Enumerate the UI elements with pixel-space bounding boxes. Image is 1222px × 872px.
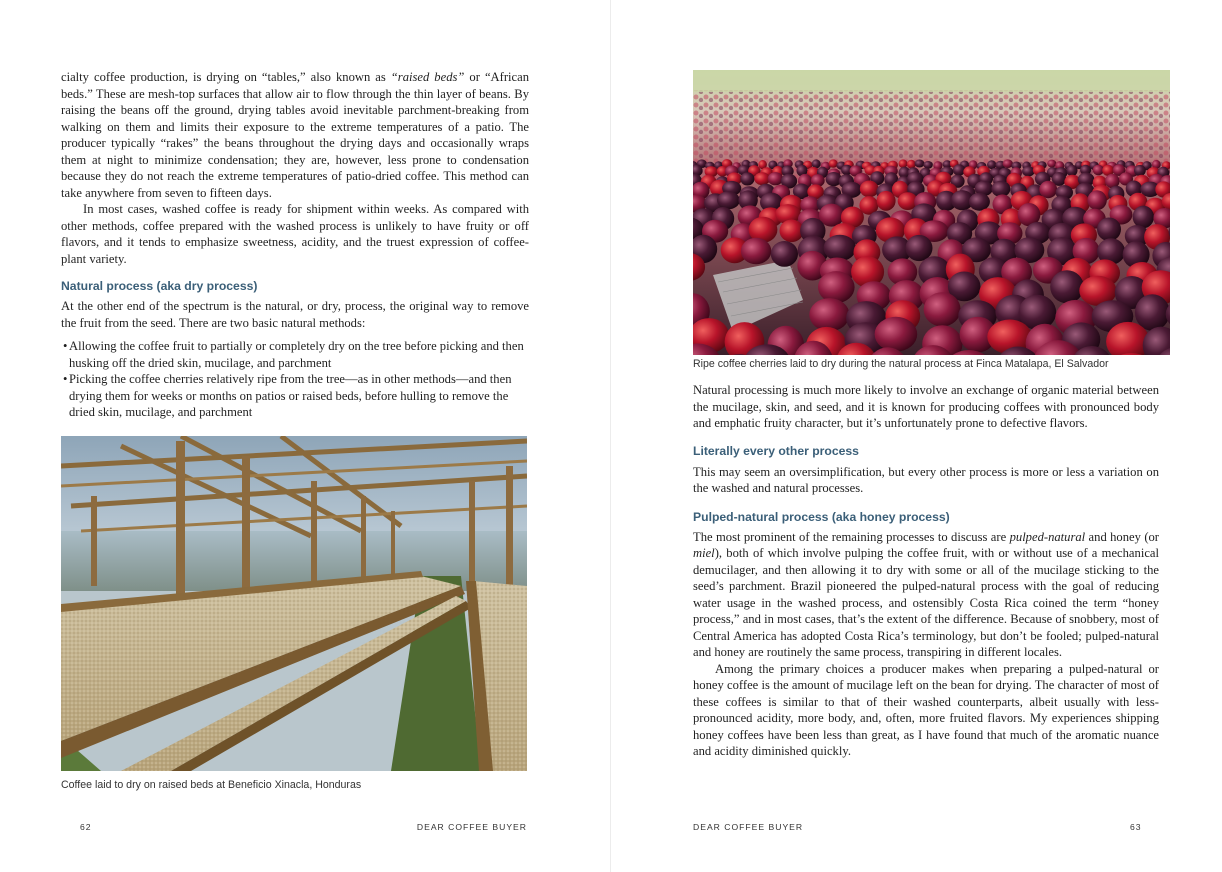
list-item: • Allowing the coffee fruit to partially or completely dry on the tree before picking and then husking off the dried skin, mucilage, and parchment	[63, 339, 524, 370]
coffee-cherries-photo	[693, 70, 1170, 355]
para-oversimplification: This may seem an oversimplification, but every other process is more or less a variation on the washed and natural processes.	[693, 464, 1159, 495]
list-item: • Picking the coffee cherries relatively ripe from the tree—as in other methods—and then drying them for weeks or months on patios or raised beds, before hulling to remove the dried skin, mucilage, and parchment	[63, 372, 512, 419]
heading-every-other-process: Literally every other process	[693, 443, 859, 458]
para-natural-intro: At the other end of the spectrum is the natural, or dry, process, the original way to remove the fruit from the seed. There are two basic natural methods:	[61, 299, 529, 330]
page-number-left: 62	[80, 822, 92, 832]
raised-beds-caption: Coffee laid to dry on raised beds at Beneficio Xinacla, Honduras	[61, 779, 362, 791]
para-pulped-natural: The most prominent of the remaining processes to discuss are pulped-natural and honey (or miel), both of which involve pulping the coffee fruit, with or without use of a mechanical demucilager, and then allowing it to dry with some or all of the mucilage sticking to the seed’s parchment. Brazil pioneered the pulped-natural process with the goal of reducing water usage in the washed process, and ostensibly Costa Rica coined the term “honey process,” and in most cases, that’s the extent of the difference. Because of snobbery, most of Central America has adopted Costa Rica’s terminology, but don’t be fooled; pulped-natural and honey are routinely the same process, transpiring in different locales.	[693, 529, 1160, 659]
left-page	[0, 0, 610, 872]
para-mucilage-choice: Among the primary choices a producer makes when preparing a pulped-natural or honey coffee is the amount of mucilage left on the bean for drying. The character of most of these coffees is similar to that of their washed counterparts, albeit usually with less-pronounced acidity, more body, and, often, more fruited flavors. My experiences shipping honey coffees have been less than great, as I have found that much of the aromatic nuance and acidity diminished quickly.	[693, 661, 1159, 758]
heading-honey-process: Pulped-natural process (aka honey process)	[693, 509, 950, 524]
right-text	[693, 382, 1159, 760]
running-head-right: DEAR COFFEE BUYER	[693, 822, 804, 832]
right-page	[611, 0, 1222, 872]
natural-methods-list	[61, 338, 529, 421]
heading-natural-process: Natural process (aka dry process)	[61, 279, 258, 293]
para-washed-ready: In most cases, washed coffee is ready for shipment within weeks. As compared with other methods, coffee prepared with the washed process is unlikely to have fruity or off flavors, and it tends to emphasize sweetness, acidity, and the truest expression of coffee-plant variety.	[61, 202, 529, 266]
page-number-right: 63	[1130, 822, 1142, 832]
running-head-left: DEAR COFFEE BUYER	[416, 822, 527, 832]
para-raised-beds: cialty coffee production, is drying on “tables,” also known as “raised beds” or “African beds.” These are mesh-top surfaces that allow air to flow through the thin layer of beans. By raising the beans off the ground, drying tables avoid inevitable parchment-breaking from walking on them and limits their exposure to the extreme temperatures of a patio. The producer typically “rakes” the beans throughout the drying days and occasionally wraps them at night to minimize condensation; they are, however, less prone to condensation because they do not reach the extreme temperatures of patio-dried coffee. This method can take anywhere from seven to fifteen days.	[61, 70, 529, 200]
left-text-top	[61, 69, 529, 421]
cherries-caption: Ripe coffee cherries laid to dry during the natural process at Finca Matalapa, El Salvador	[693, 358, 1109, 370]
raised-beds-photo	[61, 436, 527, 771]
para-natural-exchange: Natural processing is much more likely to involve an exchange of organic material between the mucilage, skin, and seed, and it is known for producing coffees with pronounced body and emphatic fruity character, but it’s unfortunately prone to defective flavors.	[693, 383, 1159, 430]
